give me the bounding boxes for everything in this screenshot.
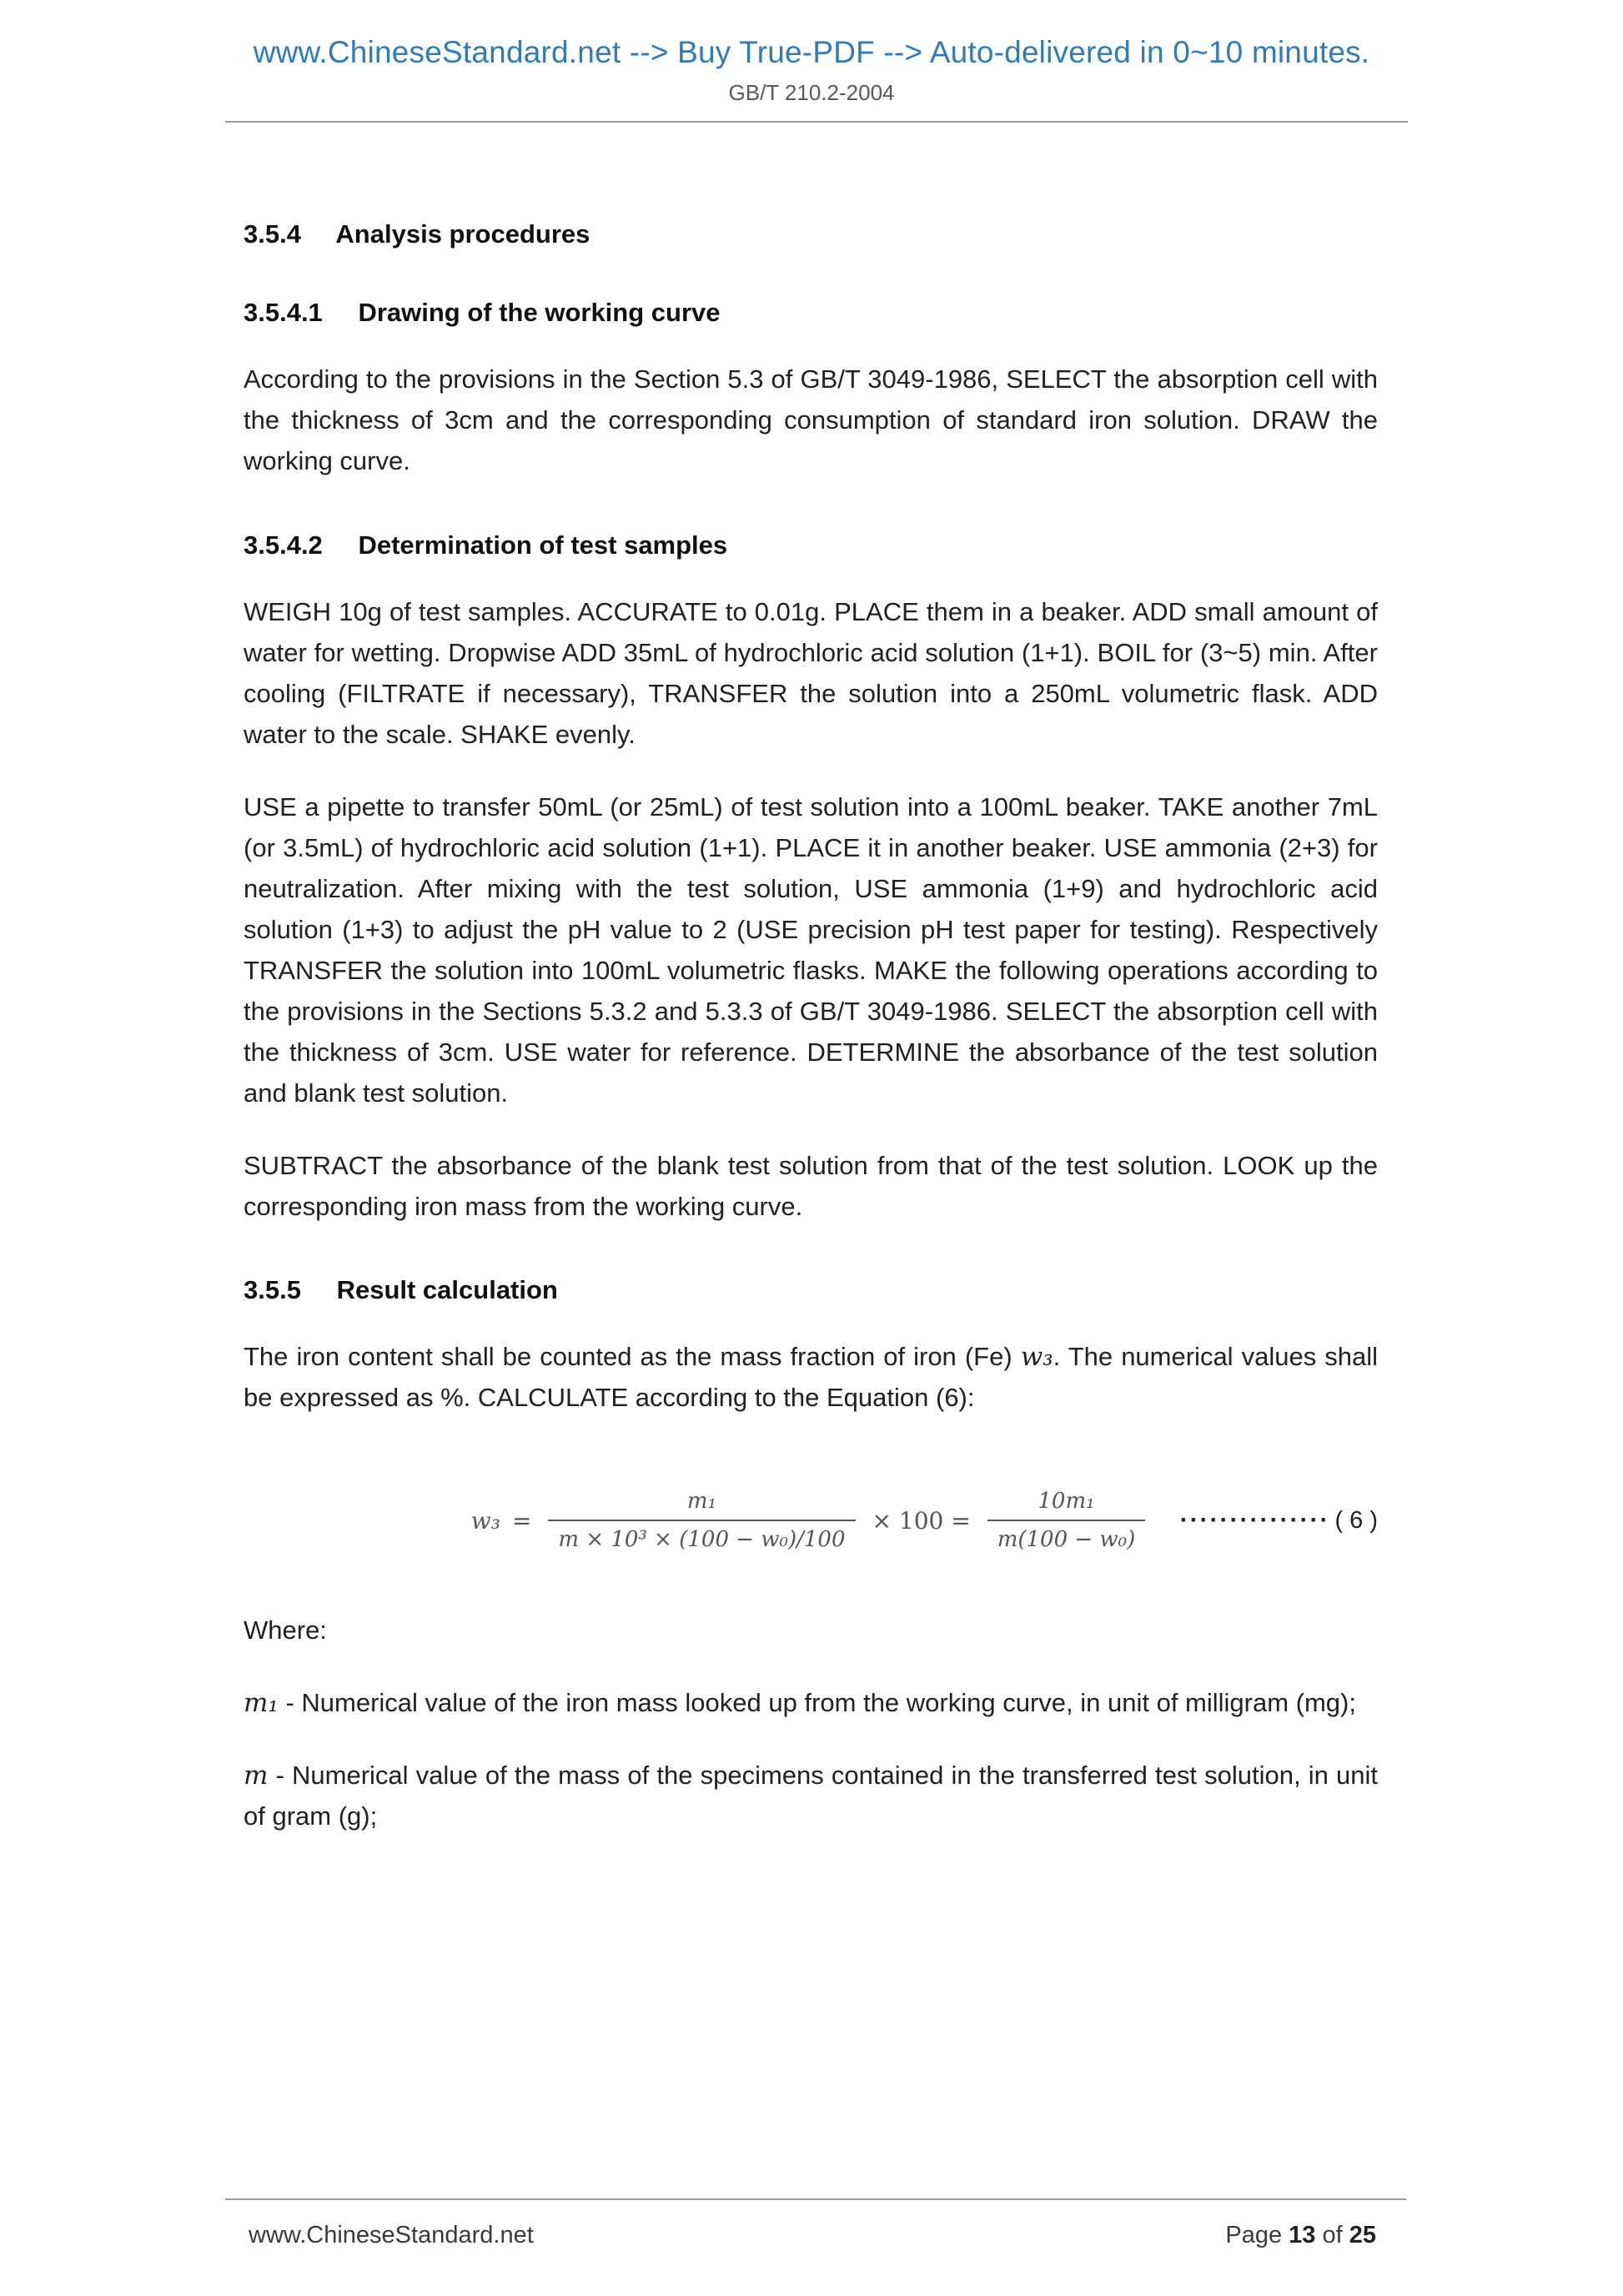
document-content: [0, 123, 1623, 1837]
section-heading-3-5-4-1: [244, 298, 1378, 328]
page-footer: [225, 2198, 1406, 2249]
result-intro-after: . The numerical values shall be expressed as %. CALCULATE according to the Equation (6):: [244, 1342, 1378, 1413]
page-header: [0, 0, 1623, 123]
header-promo-link[interactable]: www.ChineseStandard.net --> Buy True-PDF --> Auto-delivered in 0~10 minutes.: [253, 35, 1370, 69]
section-heading-3-5-4: [244, 219, 1378, 249]
variable-m: m: [244, 1761, 269, 1791]
heading-title: Drawing of the working curve: [358, 298, 721, 327]
equals-sign: =: [511, 1506, 532, 1535]
page-prefix: Page: [1225, 2222, 1283, 2248]
fraction-1: [548, 1489, 855, 1552]
result-intro-before: The iron content shall be counted as the mass fraction of iron (Fe): [244, 1342, 1021, 1372]
paragraph-result-intro: [244, 1337, 1378, 1419]
variable-w3: w₃: [1020, 1342, 1053, 1373]
heading-number: 3.5.4.1: [244, 298, 323, 327]
equation-reference: [1180, 1506, 1378, 1535]
heading-number: 3.5.4: [244, 219, 301, 249]
heading-title: Analysis procedures: [335, 219, 590, 249]
section-heading-3-5-4-2: [244, 530, 1378, 560]
footer-rule: [225, 2198, 1406, 2200]
doc-code: GB/T 210.2-2004: [728, 80, 895, 105]
definition-m1-text: - Numerical value of the iron mass looked up from the working curve, in unit of milligram (mg);: [285, 1688, 1356, 1718]
fraction-1-numerator: m₁: [686, 1489, 716, 1515]
paragraph-subtract-absorbance: SUBTRACT the absorbance of the blank test solution from that of the test solution. LOOK up the corresponding iron mass from the working curve.: [244, 1150, 1378, 1221]
fraction-2-denominator: m(100 − w₀): [987, 1520, 1146, 1552]
equation-lhs: w₃: [470, 1506, 500, 1535]
equation-leader-dots: ···············: [1179, 1506, 1330, 1535]
heading-title: Determination of test samples: [358, 530, 728, 560]
fraction-2: [987, 1489, 1146, 1552]
page-current: 13: [1289, 2222, 1316, 2248]
equation-body: [471, 1489, 1151, 1552]
equation-6: [244, 1462, 1378, 1579]
heading-title: Result calculation: [336, 1275, 558, 1305]
page-total: 25: [1349, 2222, 1376, 2248]
where-label: Where:: [244, 1615, 327, 1645]
paragraph-working-curve: According to the provisions in the Section 5.3 of GB/T 3049-1986, SELECT the absorption cell with the thickness of 3cm and the corresponding consumption of standard iron solution. DRAW the working curve.: [244, 364, 1378, 475]
variable-m1: m₁: [244, 1688, 279, 1719]
section-heading-3-5-5: [244, 1275, 1378, 1305]
definition-m1: [244, 1683, 1378, 1724]
heading-number: 3.5.5: [244, 1275, 301, 1305]
definition-m: [244, 1756, 1378, 1837]
paragraph-weigh-samples: WEIGH 10g of test samples. ACCURATE to 0.01g. PLACE them in a beaker. ADD small amount of water for wetting. Dropwise ADD 35mL of hydrochloric acid solution (1+1). BOIL for (3~5) min. After cooling (FILTRATE if necessary), TRANSFER the solution into a 250mL volumetric flask. ADD water to the scale. SHAKE evenly.: [244, 596, 1378, 749]
page-of: of: [1322, 2222, 1343, 2248]
equation-number: ( 6 ): [1334, 1506, 1378, 1534]
paragraph-pipette-procedure: USE a pipette to transfer 50mL (or 25mL) of test solution into a 100mL beaker. TAKE another 7mL (or 3.5mL) of hydrochloric acid solution (1+1). PLACE it in another beaker. USE ammonia (2+3) for neutralization. After mixing with the test solution, USE ammonia (1+9) and hydrochloric acid solution (1+3) to adjust the pH value to 2 (USE precision pH test paper for testing). Respectively TRANSFER the solution into 100mL volumetric flasks. MAKE the following operations according to the provisions in the Sections 5.3.2 and 5.3.3 of GB/T 3049-1986. SELECT the absorption cell with the thickness of 3cm. USE water for reference. DETERMINE the absorbance of the test solution and blank test solution.: [244, 791, 1378, 1108]
footer-site-link[interactable]: www.ChineseStandard.net: [249, 2222, 534, 2248]
fraction-1-denominator: m × 10³ × (100 − w₀)/100: [548, 1520, 855, 1552]
footer-row: [225, 2222, 1406, 2249]
heading-number: 3.5.4.2: [244, 530, 323, 560]
fraction-2-numerator: 10m₁: [1038, 1489, 1095, 1515]
definition-m-text: - Numerical value of the mass of the specimens contained in the transferred test solution, in unit of gram (g);: [244, 1761, 1378, 1831]
times-100-equals: × 100 =: [872, 1506, 971, 1535]
page-indicator: [1225, 2222, 1376, 2249]
